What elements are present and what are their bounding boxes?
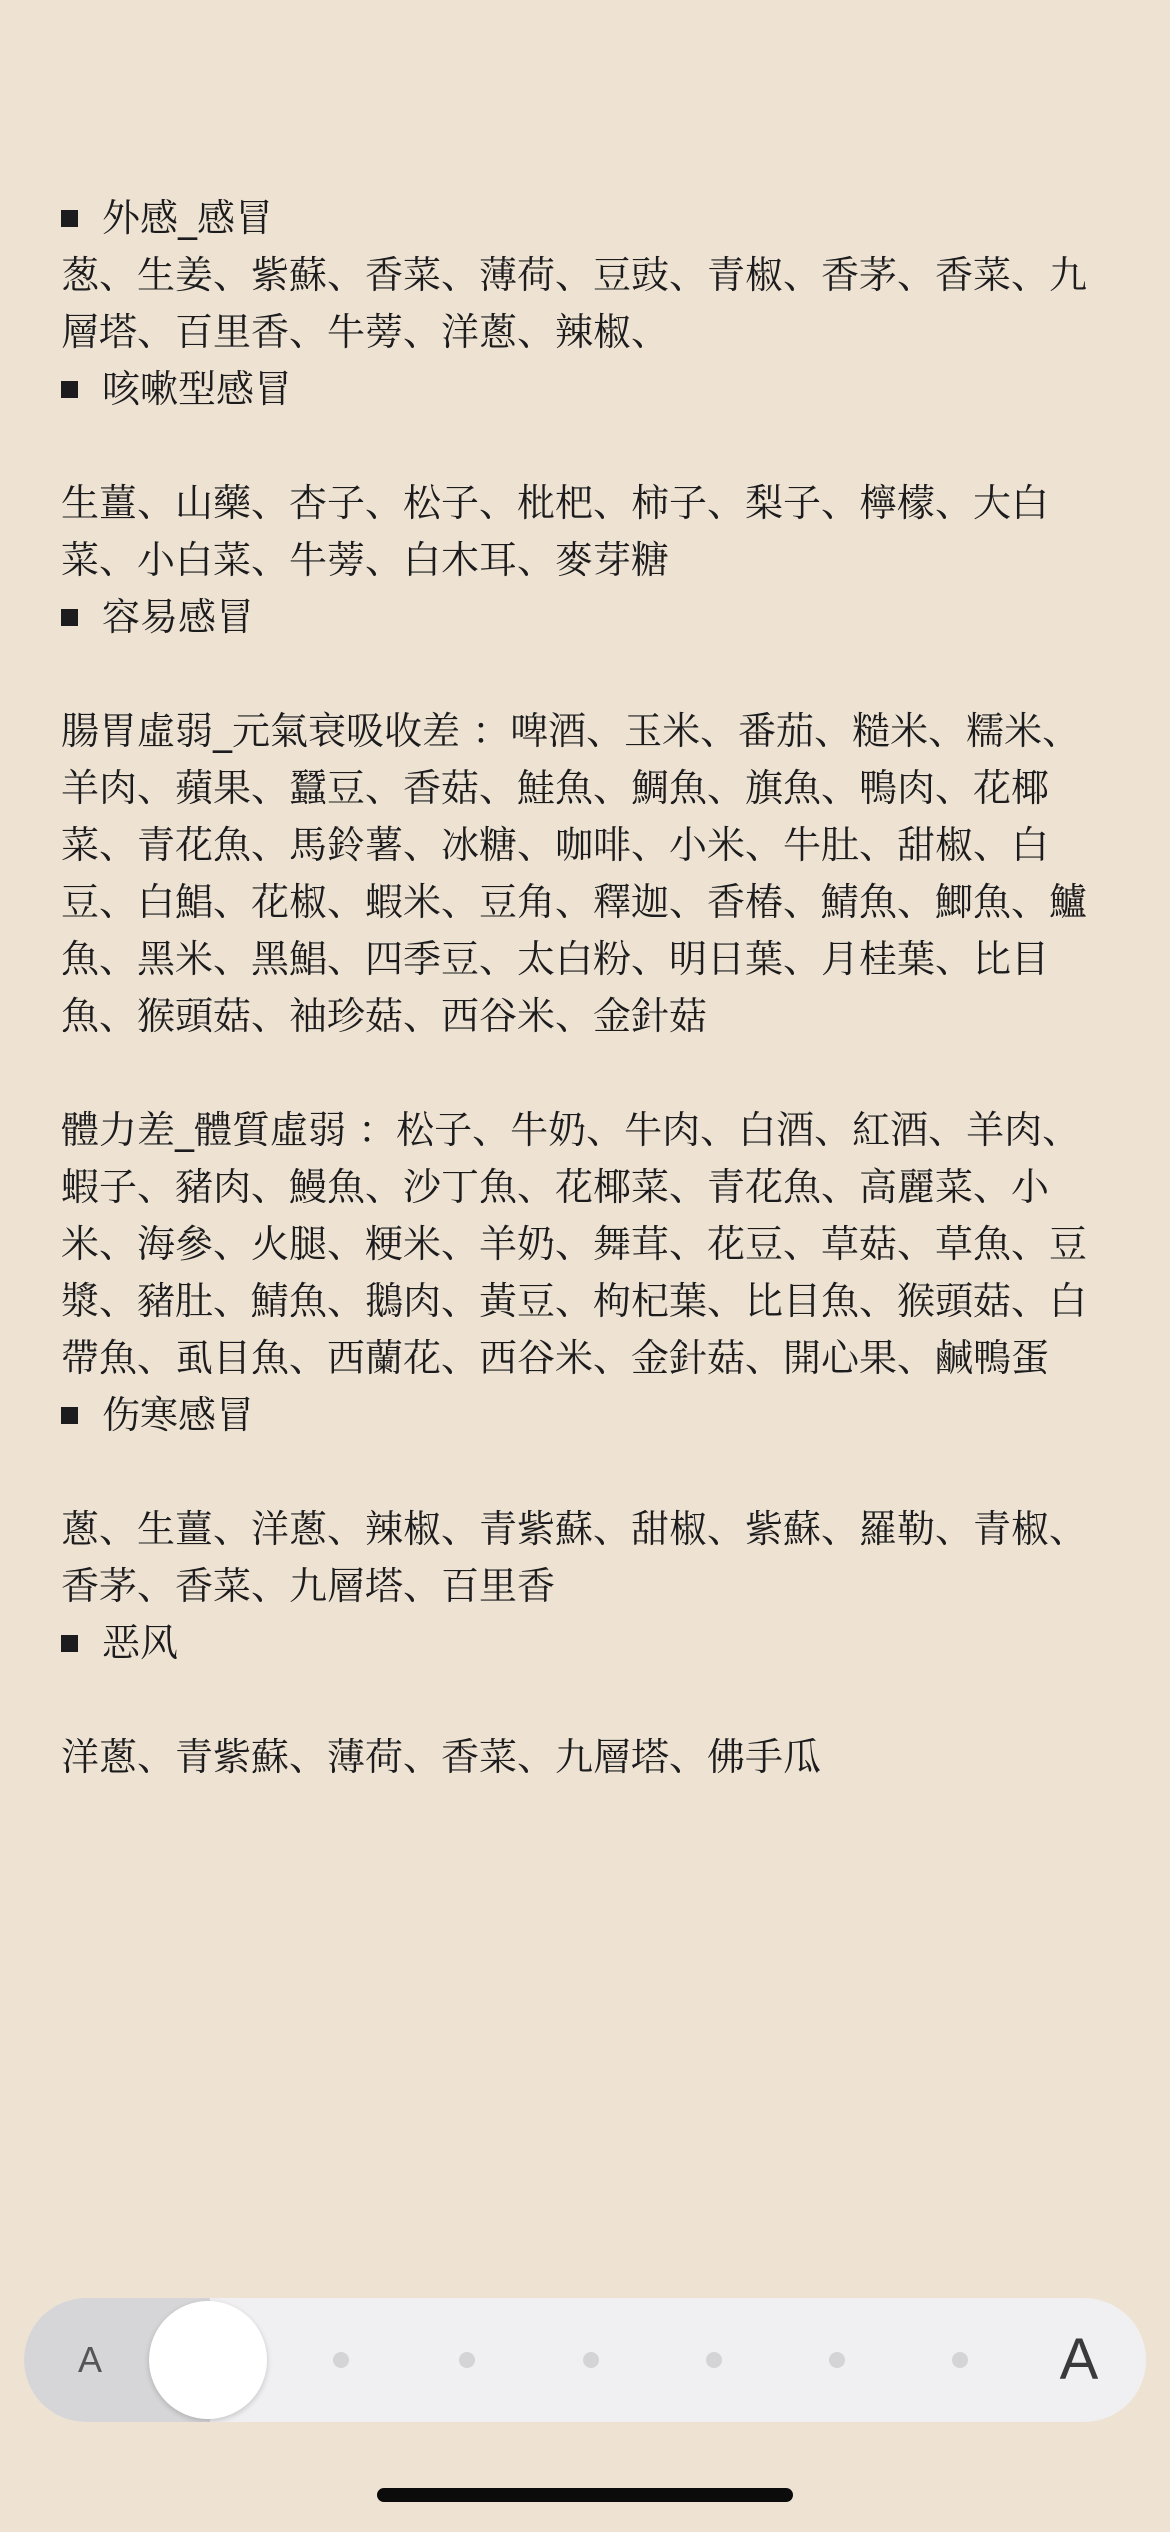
square-bullet-icon <box>61 1635 78 1652</box>
square-bullet-icon <box>61 1407 78 1424</box>
section-heading <box>61 190 1115 247</box>
increase-font-size-button[interactable]: A <box>1059 2327 1099 2392</box>
decrease-font-size-button[interactable]: A <box>77 2339 102 2380</box>
ingredient-list: 葱、生姜、紫蘇、香菜、薄荷、豆豉、青椒、香茅、香菜、九層塔、百里香、牛蒡、洋蔥、辣椒、 <box>61 253 1088 354</box>
ingredient-list: 洋蔥、青紫蘇、薄荷、香菜、九層塔、佛手瓜 <box>61 1735 822 1779</box>
slider-thumb[interactable] <box>149 2301 267 2419</box>
slider-step-dot[interactable] <box>333 2352 349 2368</box>
ingredient-list: 蔥、生薑、洋蔥、辣椒、青紫蘇、甜椒、紫蘇、羅勒、青椒、香茅、香菜、九層塔、百里香 <box>61 1507 1088 1608</box>
square-bullet-icon <box>61 381 78 398</box>
slider-step-dot[interactable] <box>829 2352 845 2368</box>
section-heading <box>61 589 1115 646</box>
section-heading <box>61 361 1115 418</box>
ingredient-list: 體力差_體質虛弱 ：松子、牛奶、牛肉、白酒、紅酒、羊肉、蝦子、豬肉、鰻魚、沙丁魚、花椰菜、青花魚、高麗菜、小米、海參、火腿、粳米、羊奶、舞茸、花豆、草菇、草魚、豆漿、豬肚、鯖魚、鵝肉、黃豆、枸杞葉、比目魚、猴頭菇、白帶魚、虱目魚、西蘭花、西谷米、金針菇、開心果、鹹鴨蛋 <box>61 1108 1088 1380</box>
square-bullet-icon <box>61 609 78 626</box>
slider-step-dot[interactable] <box>952 2352 968 2368</box>
slider-step-dot[interactable] <box>706 2352 722 2368</box>
ingredient-list: 腸胃虛弱_元氣衰吸收差 ：啤酒、玉米、番茄、糙米、糯米、羊肉、蘋果、蠶豆、香菇、鮭魚、鯛魚、旗魚、鴨肉、花椰菜、青花魚、馬鈴薯、冰糖、咖啡、小米、牛肚、甜椒、白豆、白鯧、花椒、蝦米、豆角、釋迦、香椿、鯖魚、鯽魚、鱸魚、黑米、黑鯧、四季豆、太白粉、明日葉、月桂葉、比目魚、猴頭菇、袖珍菇、西谷米、金針菇 <box>61 709 1088 1038</box>
font-size-slider[interactable] <box>24 2298 1146 2422</box>
section-title: 恶风 <box>102 1621 179 1665</box>
home-indicator[interactable] <box>377 2488 793 2502</box>
section-title: 伤寒感冒 <box>102 1393 255 1437</box>
ingredient-list: 生薑、山藥、杏子、松子、枇杷、柿子、梨子、檸檬、大白菜、小白菜、牛蒡、白木耳、麥芽糖 <box>61 481 1050 582</box>
section-title: 容易感冒 <box>102 595 255 639</box>
section-title: 外感_感冒 <box>102 196 274 240</box>
reader-content <box>61 190 1115 1786</box>
slider-step-dot[interactable] <box>459 2352 475 2368</box>
square-bullet-icon <box>61 210 78 227</box>
section-heading <box>61 1387 1115 1444</box>
slider-step-dot[interactable] <box>583 2352 599 2368</box>
section-heading <box>61 1615 1115 1672</box>
section-title: 咳嗽型感冒 <box>102 367 293 411</box>
